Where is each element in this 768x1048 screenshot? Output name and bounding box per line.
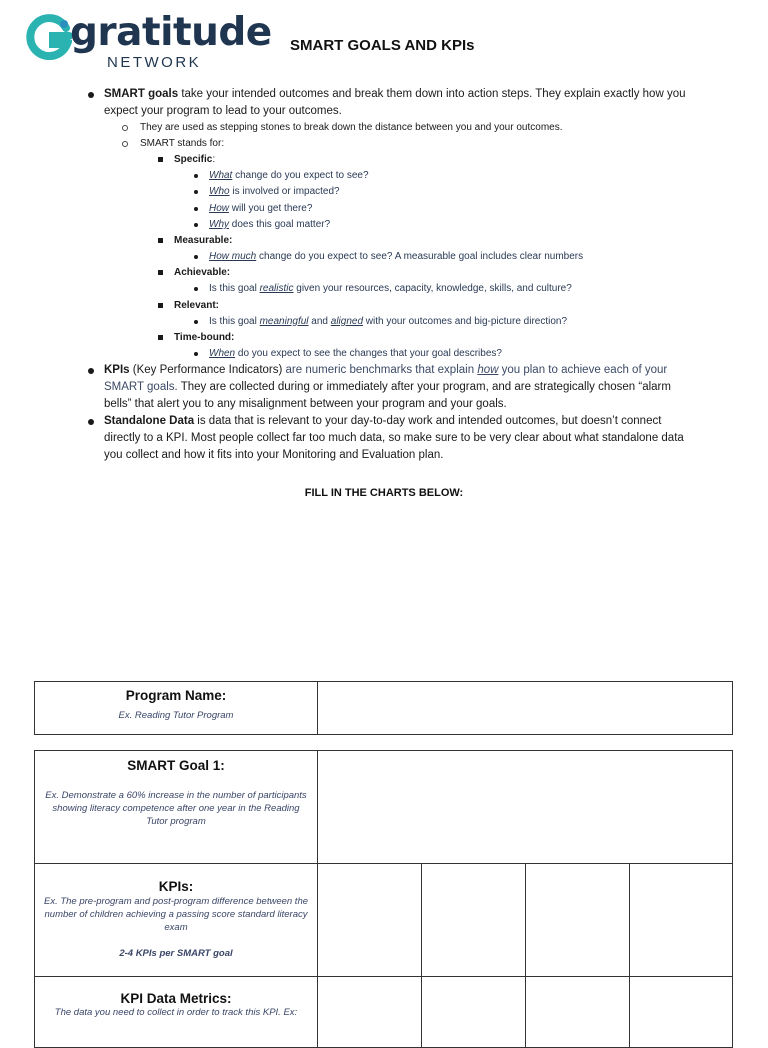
stepping-stones-text: They are used as stepping stones to break down the distance between you and your outcomes. <box>140 122 563 133</box>
kpi-metric-input-cell[interactable] <box>630 977 733 1048</box>
specific-rest: will you get there? <box>229 202 313 214</box>
list-item-time-bound-detail <box>86 346 698 362</box>
specific-rest: change do you expect to see? <box>232 170 369 181</box>
specific-colon: : <box>212 154 216 165</box>
list-item-relevant-detail <box>86 314 698 330</box>
smart-goals-term: SMART goals <box>104 88 179 100</box>
program-name-example: Ex. Reading Tutor Program <box>118 710 234 721</box>
square-bullet-icon <box>158 303 163 308</box>
list-item-specific <box>86 152 698 168</box>
kpis-how: how <box>477 364 499 377</box>
kpi-input-cell[interactable] <box>526 864 630 977</box>
achievable-rest: given your resources, capacity, knowledge, skills, and culture? <box>293 283 572 295</box>
kpis-term: KPIs <box>104 364 130 377</box>
list-item-achievable-detail <box>86 281 698 297</box>
kpi-metrics-label: KPI Data Metrics: <box>120 991 232 1006</box>
bullet-icon <box>194 174 198 178</box>
square-bullet-icon <box>158 238 163 243</box>
kpi-metric-input-cell[interactable] <box>422 977 526 1048</box>
bullet-icon <box>194 352 198 356</box>
kpi-metrics-label-cell <box>35 977 318 1048</box>
list-item-smart-stands-for <box>86 136 698 152</box>
list-item-time-bound <box>86 330 698 346</box>
smart-stands-for-text: SMART stands for: <box>140 138 225 149</box>
smart-goals-text: take your intended outcomes and break them down into action steps. They explain exactly how you expect your program to lead to your outcomes. <box>104 88 686 117</box>
relevant-mid: and <box>308 315 331 327</box>
page-title: SMART GOALS AND KPIs <box>290 37 475 54</box>
list-item-smart-goals <box>86 86 698 120</box>
program-name-table <box>34 681 733 735</box>
kpis-label: KPIs: <box>158 879 194 894</box>
smart-goal-label: SMART Goal 1: <box>127 758 225 773</box>
square-bullet-icon <box>158 270 163 275</box>
achievable-pre: Is this goal <box>209 283 260 295</box>
specific-rest: is involved or impacted? <box>229 186 340 198</box>
smart-goal-example: Ex. Demonstrate a 60% increase in the number of participants showing literacy competence after one year in the Reading Tutor program <box>45 790 307 827</box>
time-bound-key: When <box>209 348 236 360</box>
kpis-blue-text-2: you plan to achieve each of your SMART goals. <box>104 364 668 394</box>
bullet-icon <box>194 320 198 324</box>
kpis-label-cell <box>35 864 318 977</box>
specific-key: What <box>209 170 233 181</box>
program-name-label: Program Name: <box>125 688 227 703</box>
bullet-icon <box>88 368 94 374</box>
bullet-icon <box>88 92 94 98</box>
relevant-key-meaningful: meaningful <box>259 315 309 327</box>
relevant-label: Relevant: <box>174 299 220 311</box>
kpis-paren: (Key Performance Indicators) <box>129 364 283 377</box>
bullet-icon <box>194 207 198 211</box>
list-item-relevant <box>86 298 698 314</box>
logo-subtitle: NETWORK <box>107 54 202 71</box>
hollow-bullet-icon <box>122 141 128 147</box>
bullet-icon <box>194 255 198 259</box>
smart-goal-label-cell <box>35 751 318 864</box>
time-bound-label: Time-bound: <box>174 332 235 344</box>
standalone-text: is data that is relevant to your day-to-day work and intended outcomes, but doesn’t connect directly to a KPI. Most people collect far too much data, so make sure to be very clear about what standalone data you collect and how it fits into your Monitoring and Evaluation plan. <box>104 415 684 462</box>
list-item-achievable <box>86 265 698 281</box>
hollow-bullet-icon <box>122 125 128 131</box>
list-item-specific-what <box>86 168 698 184</box>
bullet-icon <box>194 223 198 227</box>
list-item-stepping-stones <box>86 120 698 136</box>
smart-goal-input-cell[interactable] <box>318 751 733 864</box>
kpi-input-cell[interactable] <box>422 864 526 977</box>
measurable-key: How much <box>209 251 257 263</box>
smart-goal-table <box>34 750 733 1048</box>
list-item-measurable <box>86 233 698 249</box>
bullet-icon <box>88 419 94 425</box>
bullet-icon <box>194 190 198 194</box>
relevant-key-aligned: aligned <box>330 315 364 327</box>
program-name-input-cell[interactable] <box>318 682 733 735</box>
program-name-label-cell <box>35 682 318 735</box>
achievable-label: Achievable: <box>174 267 231 279</box>
kpis-blue-text: are numeric benchmarks that explain <box>282 364 478 377</box>
measurable-rest: change do you expect to see? A measurable goal includes clear numbers <box>256 251 584 263</box>
relevant-pre: Is this goal <box>209 315 260 327</box>
list-item-standalone-data <box>86 413 698 464</box>
square-bullet-icon <box>158 335 163 340</box>
fill-in-heading: FILL IN THE CHARTS BELOW: <box>304 487 464 499</box>
kpi-input-cell[interactable] <box>318 864 422 977</box>
list-item-kpis <box>86 362 698 413</box>
square-bullet-icon <box>158 157 163 162</box>
gratitude-network-logo <box>26 10 272 74</box>
specific-key: Who <box>209 186 230 198</box>
kpi-metrics-example: The data you need to collect in order to track this KPI. Ex: <box>54 1007 298 1018</box>
logo-g-icon <box>26 14 72 60</box>
list-item-specific-why <box>86 217 698 233</box>
specific-label: Specific <box>174 154 213 165</box>
list-item-measurable-detail <box>86 249 698 265</box>
kpis-example: Ex. The pre-program and post-program difference between the number of children achieving a passing score standard literacy exam <box>43 896 309 933</box>
kpis-note: 2-4 KPIs per SMART goal <box>119 948 233 959</box>
relevant-rest: with your outcomes and big-picture direction? <box>363 315 568 327</box>
kpi-metric-input-cell[interactable] <box>526 977 630 1048</box>
bullet-icon <box>194 287 198 291</box>
specific-rest: does this goal matter? <box>229 218 331 230</box>
measurable-label: Measurable: <box>174 235 233 247</box>
achievable-key: realistic <box>259 283 294 295</box>
list-item-specific-who <box>86 184 698 200</box>
logo-wordmark: gratitude <box>70 10 272 55</box>
document-body <box>86 86 698 464</box>
kpi-input-cell[interactable] <box>630 864 733 977</box>
kpi-metric-input-cell[interactable] <box>318 977 422 1048</box>
standalone-term: Standalone Data <box>104 415 195 428</box>
kpis-rest: They are collected during or immediately after your program, and are strategically chosen “alarm bells” that alert you to any misalignment between your program and your goals. <box>104 381 671 411</box>
specific-key: How <box>209 202 230 214</box>
list-item-specific-how <box>86 201 698 217</box>
time-bound-rest: do you expect to see the changes that your goal describes? <box>235 348 502 360</box>
specific-key: Why <box>209 218 229 230</box>
